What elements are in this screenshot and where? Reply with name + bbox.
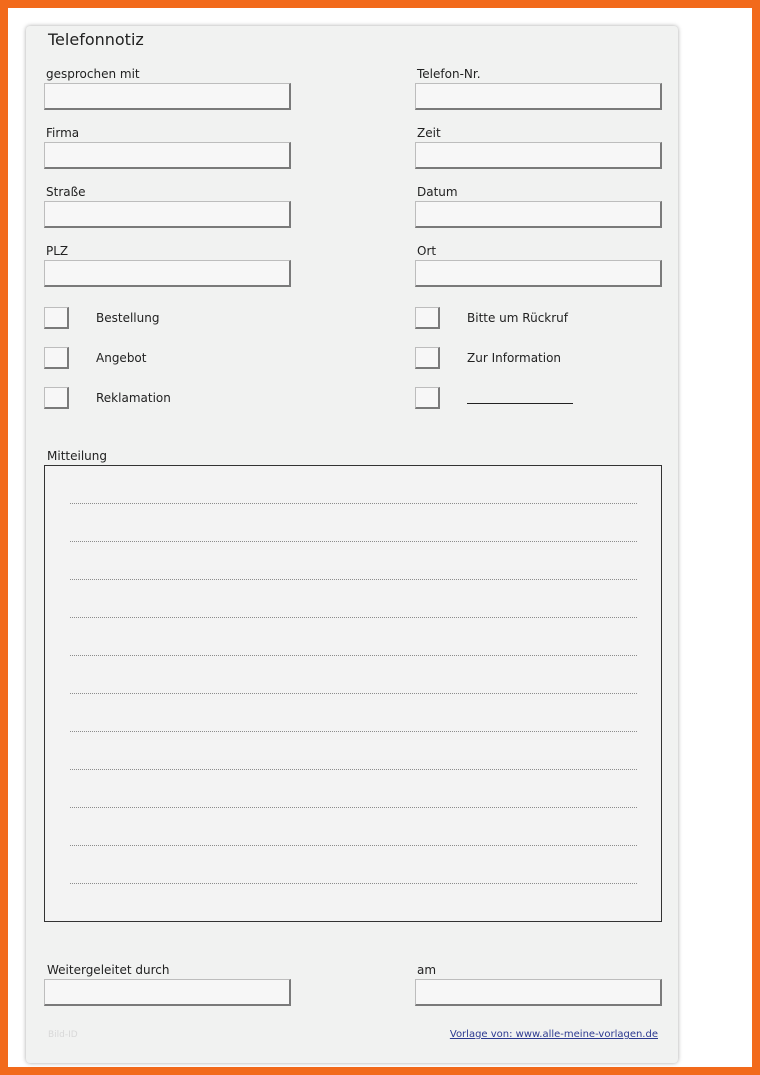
form-title: Telefonnotiz xyxy=(48,30,144,49)
plz-field[interactable] xyxy=(44,260,291,287)
gesprochen-mit-field[interactable] xyxy=(44,83,291,110)
message-box[interactable] xyxy=(44,465,662,922)
label-ort: Ort xyxy=(417,244,437,258)
label-telefon-nr: Telefon-Nr. xyxy=(417,67,481,81)
label-bestellung: Bestellung xyxy=(96,311,160,325)
label-strasse: Straße xyxy=(46,185,86,199)
template-source-link[interactable]: Vorlage von: www.alle-meine-vorlagen.de xyxy=(449,1029,658,1040)
label-angebot: Angebot xyxy=(96,351,147,365)
ruled-line xyxy=(70,883,637,884)
label-rueckruf: Bitte um Rückruf xyxy=(467,311,568,325)
label-information: Zur Information xyxy=(467,351,562,365)
ort-field[interactable] xyxy=(415,260,662,287)
telefon-nr-field[interactable] xyxy=(415,83,662,110)
label-zeit: Zeit xyxy=(417,126,441,140)
checkbox-information[interactable] xyxy=(415,347,440,369)
checkbox-reklamation[interactable] xyxy=(44,387,69,409)
ruled-line xyxy=(70,693,637,694)
label-plz: PLZ xyxy=(46,244,69,258)
label-am: am xyxy=(417,963,437,977)
ruled-line xyxy=(70,541,637,542)
weitergeleitet-durch-field[interactable] xyxy=(44,979,291,1006)
ruled-line xyxy=(70,617,637,618)
firma-field[interactable] xyxy=(44,142,291,169)
checkbox-bestellung[interactable] xyxy=(44,307,69,329)
zeit-field[interactable] xyxy=(415,142,662,169)
page-frame xyxy=(8,8,752,1067)
other-write-in-line[interactable] xyxy=(467,403,573,404)
ruled-line xyxy=(70,769,637,770)
ruled-line xyxy=(70,731,637,732)
ruled-line xyxy=(70,845,637,846)
label-mitteilung: Mitteilung xyxy=(47,449,107,463)
ruled-line xyxy=(70,655,637,656)
checkbox-other[interactable] xyxy=(415,387,440,409)
label-firma: Firma xyxy=(46,126,80,140)
checkbox-angebot[interactable] xyxy=(44,347,69,369)
strasse-field[interactable] xyxy=(44,201,291,228)
am-field[interactable] xyxy=(415,979,662,1006)
checkbox-rueckruf[interactable] xyxy=(415,307,440,329)
datum-field[interactable] xyxy=(415,201,662,228)
label-reklamation: Reklamation xyxy=(96,391,171,405)
label-weitergeleitet-durch: Weitergeleitet durch xyxy=(47,963,170,977)
phone-memo-sheet xyxy=(26,26,678,1063)
label-gesprochen-mit: gesprochen mit xyxy=(46,67,140,81)
label-datum: Datum xyxy=(417,185,458,199)
ruled-line xyxy=(70,807,637,808)
image-id-watermark: Bild-ID xyxy=(48,1030,78,1040)
ruled-line xyxy=(70,503,637,504)
ruled-line xyxy=(70,579,637,580)
